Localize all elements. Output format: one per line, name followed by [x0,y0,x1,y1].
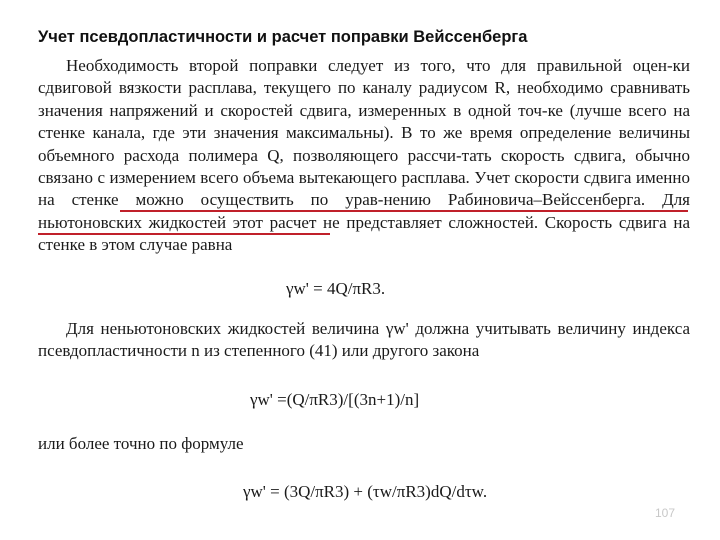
page-number: 107 [655,506,676,520]
slide-title: Учет псевдопластичности и расчет поправки Вейссенберга [38,28,528,46]
formula-newtonian-shear-rate: γw' = 4Q/πR3. [286,279,386,298]
formula-exact-shear-rate: γw' = (3Q/πR3) + (τw/πR3)dQ/dτw. [243,482,488,501]
formula-lead-in: или более точно по формуле [38,434,244,453]
paragraph-2: Для неньютоновских жидкостей величина γw' должна учитывать величину индекса псевдопластичности n из степенного (41) или другого закона [38,319,690,361]
highlight-underline-line1 [120,210,688,212]
formula-power-law-shear-rate: γw' =(Q/πR3)/[(3n+1)/n] [250,390,420,409]
highlight-underline-line2 [38,233,330,235]
paragraph-1: Необходимость второй поправки следует из того, что для правильной оцен-ки сдвиговой вязкости расплава, текущего по каналу радиусом R, необходимо сравнивать значения напряжений и скоростей сдвига, измеренных в одной точ-ке (лучше всего на стенке канала, где эти значения максимальны). В то же время определение величины объемного расхода полимера Q, позволяющего рассчи-тать скорость сдвига, обычно связано с измерением всего объема вытекающего расплава. Учет скорости сдвига именно на стенке можно осуществить по урав-нению Рабиновича–Вейссенберга. Для ньютоновских жидкостей этот расчет не представляет сложностей. Скорость сдвига на стенке в этом случае равна [38,56,690,255]
